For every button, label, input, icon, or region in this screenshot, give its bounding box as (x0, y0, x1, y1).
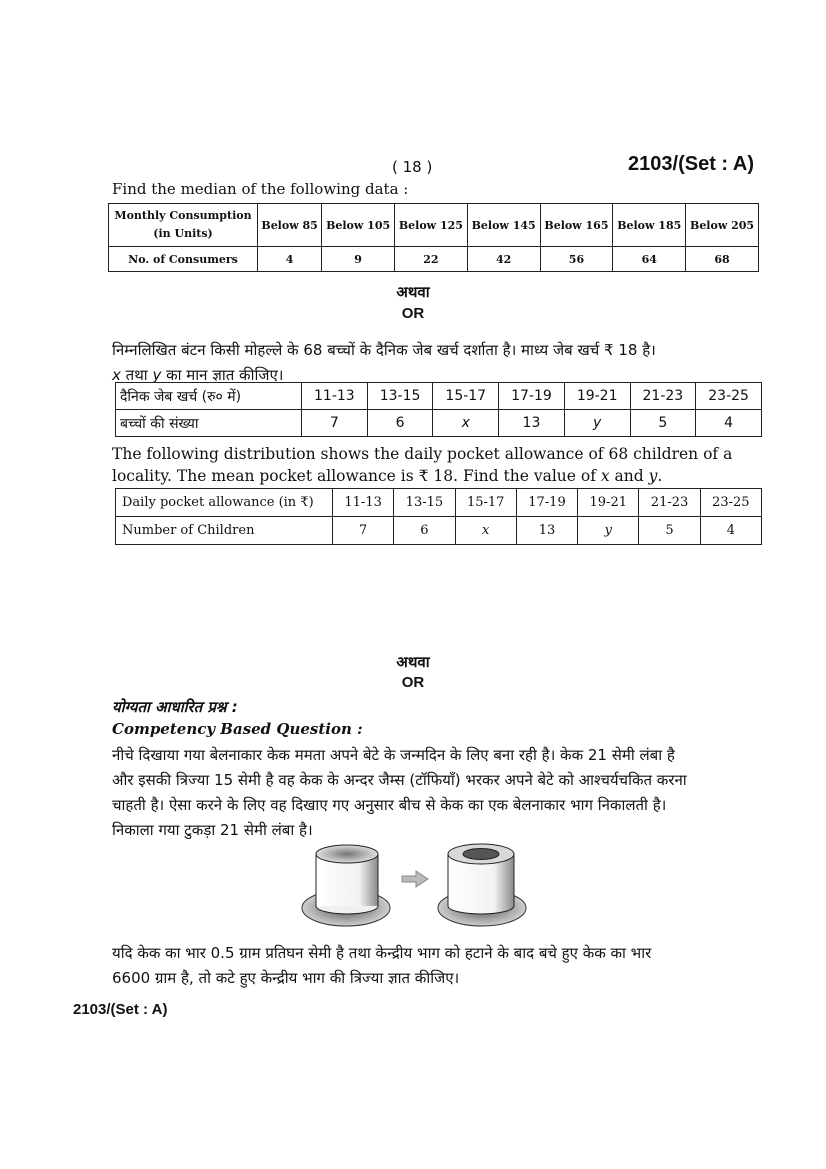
q3-hindi-question (112, 941, 756, 991)
pocket-table-hindi (115, 382, 762, 437)
table-cell: 4 (700, 517, 761, 545)
competency-heading-english: Competency Based Question : (112, 720, 363, 738)
table-cell: 13 (516, 517, 577, 545)
set-code-footer: 2103/(Set : A) (73, 1001, 168, 1018)
paragraph-line: और इसकी त्रिज्या 15 सेमी है वह केक के अन्दर जैम्स (टॉफियाँ) भरकर अपने बेटे को आश्चर्यचकित करना (112, 771, 687, 789)
var-x: x (600, 467, 610, 485)
paragraph-line: नीचे दिखाया गया बेलनाकार केक ममता अपने बेटे के जन्मदिन के लिए बना रही है। केक 21 सेमी लंबा है (112, 746, 675, 764)
col-header: Below 205 (686, 204, 759, 247)
arrow-icon (402, 871, 428, 887)
col-header: 13-15 (367, 383, 433, 410)
or-hindi: अथवा (396, 653, 430, 671)
table-row (109, 247, 759, 272)
col-header: 19-21 (578, 489, 639, 517)
col-header: Below 145 (467, 204, 540, 247)
col-header: 11-13 (302, 383, 368, 410)
row-label-line1: Monthly Consumption (114, 209, 252, 222)
q2-english-text (112, 443, 758, 487)
col-header: Below 185 (613, 204, 686, 247)
cake-illustration (298, 840, 534, 932)
var-y: y (152, 366, 162, 384)
paragraph-line: चाहती है। ऐसा करने के लिए वह दिखाए गए अनुसार बीच से केक का एक बेलनाकार भाग निकालती है। (112, 796, 667, 814)
table-cell: 5 (639, 517, 700, 545)
table-cell: x (433, 410, 499, 437)
col-header: 21-23 (639, 489, 700, 517)
text-fragment: and (609, 467, 649, 485)
paragraph-line: 6600 ग्राम है, तो कटे हुए केन्द्रीय भाग की त्रिज्या ज्ञात कीजिए। (112, 969, 460, 987)
col-header: 21-23 (630, 383, 696, 410)
q1-prompt: Find the median of the following data : (112, 180, 409, 198)
col-header: 17-19 (516, 489, 577, 517)
table-row (116, 517, 762, 545)
col-header: 19-21 (564, 383, 630, 410)
table-cell: 6 (367, 410, 433, 437)
paragraph-line: यदि केक का भार 0.5 ग्राम प्रतिघन सेमी है तथा केन्द्रीय भाग को हटाने के बाद बचे हुए केक का भार (112, 944, 652, 962)
table-row (116, 383, 762, 410)
table-cell: 5 (630, 410, 696, 437)
or-hindi: अथवा (396, 283, 430, 301)
text-fragment: . (657, 467, 663, 485)
table-cell: 6 (394, 517, 455, 545)
table-cell: x (455, 517, 516, 545)
col-header: 15-17 (433, 383, 499, 410)
col-header: 11-13 (333, 489, 394, 517)
row-label: Number of Children (116, 517, 333, 545)
whole-cake (302, 845, 390, 926)
set-code-header: 2103/(Set : A) (628, 153, 754, 175)
table-cell: 7 (302, 410, 368, 437)
row-label: Daily pocket allowance (in ₹) (116, 489, 333, 517)
row-label (109, 204, 258, 247)
table-cell: 56 (540, 247, 613, 272)
table-cell: 42 (467, 247, 540, 272)
col-header: 23-25 (696, 383, 762, 410)
table-cell: y (578, 517, 639, 545)
q2-hindi-text (112, 338, 756, 388)
row-label: No. of Consumers (109, 247, 258, 272)
col-header: Below 165 (540, 204, 613, 247)
col-header: Below 125 (395, 204, 468, 247)
text-fragment: का मान ज्ञात कीजिए। (161, 366, 284, 384)
q2-hindi-line1: निम्नलिखित बंटन किसी मोहल्ले के 68 बच्चों के दैनिक जेब खर्च दर्शाता है। माध्य जेब खर्च ₹ 18 है। (112, 341, 656, 359)
median-table (108, 203, 759, 272)
text-fragment: तथा (120, 366, 153, 384)
q2-english-line1: The following distribution shows the daily pocket allowance of 68 children of a (112, 445, 733, 463)
row-label-line2: (in Units) (153, 227, 213, 240)
table-cell: 4 (696, 410, 762, 437)
col-header: 23-25 (700, 489, 761, 517)
table-row (109, 204, 759, 247)
table-cell: 22 (395, 247, 468, 272)
var-y: y (648, 467, 658, 485)
pocket-table-english (115, 488, 762, 545)
page-number: ( 18 ) (392, 158, 433, 176)
row-label: बच्चों की संख्या (116, 410, 302, 437)
col-header: Below 85 (258, 204, 322, 247)
table-cell: 9 (322, 247, 395, 272)
table-cell: 7 (333, 517, 394, 545)
col-header: 13-15 (394, 489, 455, 517)
q2-english-line2 (112, 465, 758, 487)
text-fragment: locality. The mean pocket allowance is ₹ 18. Find the value of (112, 467, 601, 485)
var-x: x (112, 366, 121, 384)
row-label: दैनिक जेब खर्च (रु० में) (116, 383, 302, 410)
table-cell: 4 (258, 247, 322, 272)
table-cell: 13 (499, 410, 565, 437)
col-header: Below 105 (322, 204, 395, 247)
table-cell: 68 (686, 247, 759, 272)
or-english: OR (401, 674, 425, 691)
or-english: OR (401, 305, 425, 322)
table-row (116, 410, 762, 437)
col-header: 15-17 (455, 489, 516, 517)
table-cell: y (564, 410, 630, 437)
q3-hindi-paragraph (112, 743, 756, 843)
col-header: 17-19 (499, 383, 565, 410)
table-cell: 64 (613, 247, 686, 272)
table-row (116, 489, 762, 517)
paragraph-line: निकाला गया टुकड़ा 21 सेमी लंबा है। (112, 821, 313, 839)
hollowed-cake (438, 844, 526, 926)
competency-heading-hindi: योग्यता आधारित प्रश्न : (112, 698, 238, 716)
